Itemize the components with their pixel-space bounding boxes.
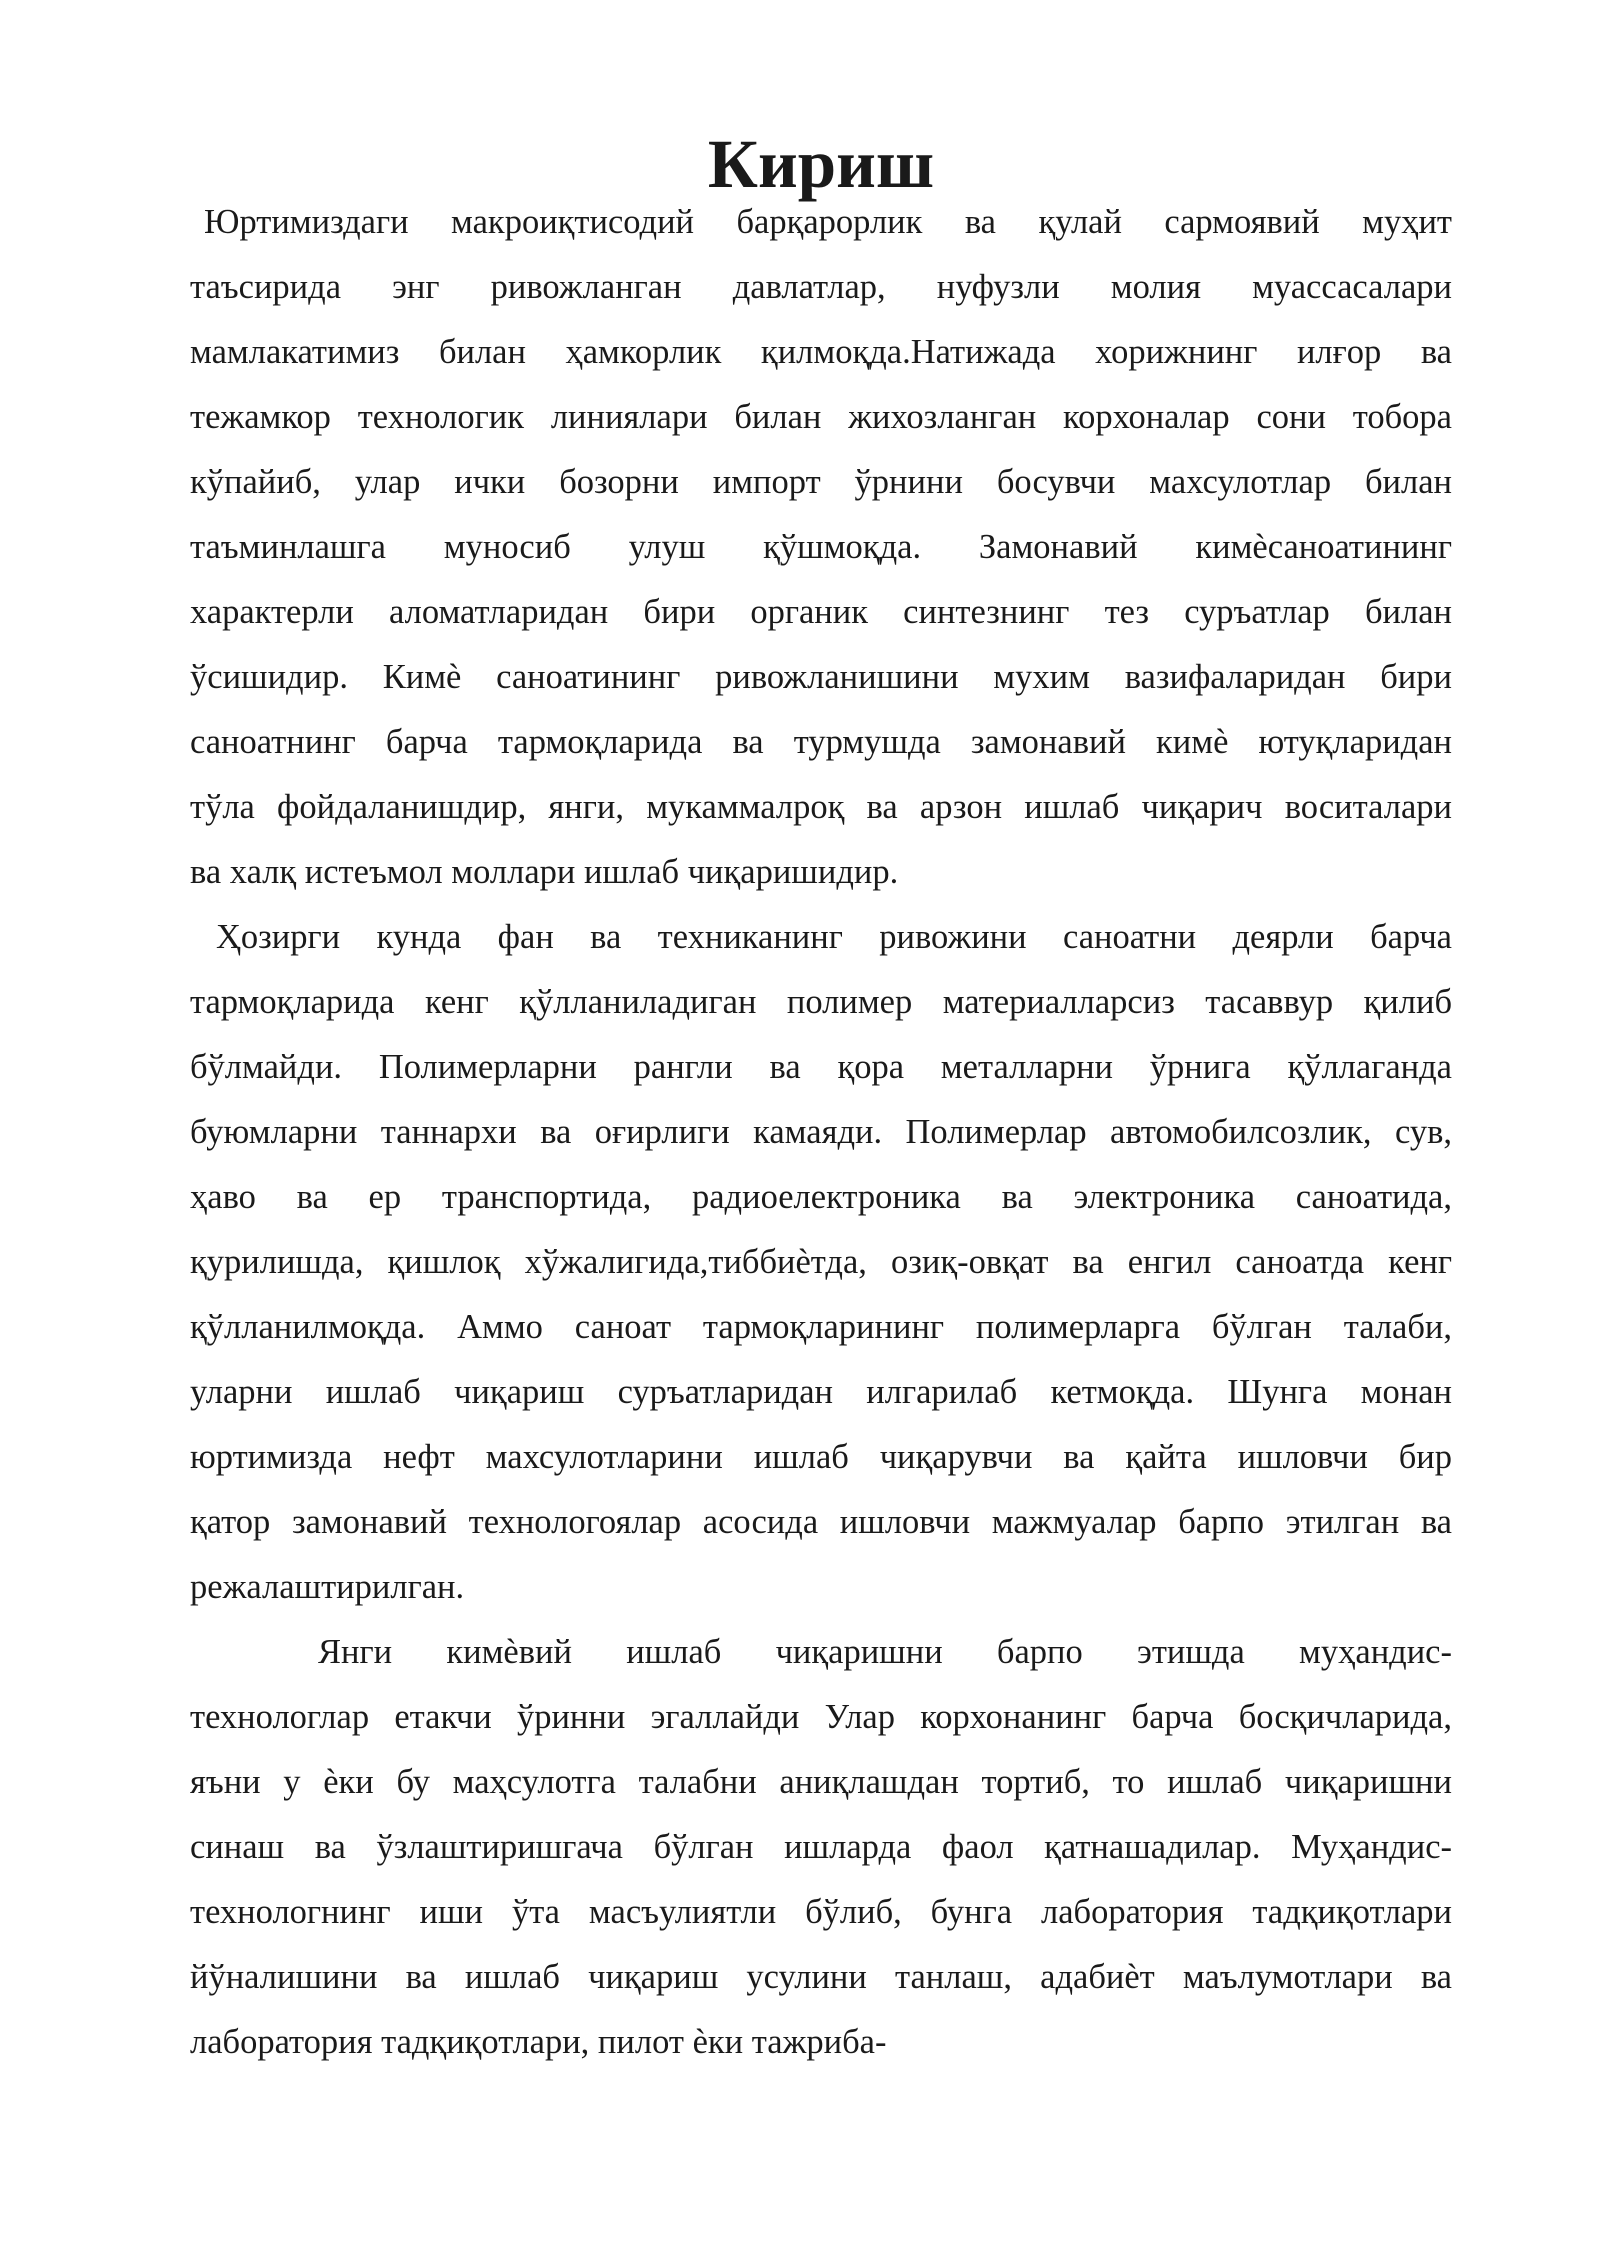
text-line: бўлмайди. Полимерларни рангли ва қора металларни ўрнига қўллаганда: [190, 1048, 1452, 1086]
text-line: ва халқ истеъмол моллари ишлаб чиқаришидир.: [190, 853, 899, 891]
text-line: таъминлашга муносиб улуш қўшмоқда. Замонавий кимѐсаноатининг: [190, 528, 1452, 566]
text-line: уларни ишлаб чиқариш суръатларидан илгарилаб кетмоқда. Шунга монан: [190, 1373, 1452, 1411]
document-title: Кириш: [707, 126, 935, 202]
document-body: [190, 126, 1452, 2075]
text-line: технологлар етакчи ўринни эгаллайди Улар корхонанинг барча босқичларида,: [190, 1698, 1452, 1736]
paragraph-1: [190, 190, 1452, 905]
text-line: мамлакатимиз билан ҳамкорлик қилмоқда.Натижада хорижнинг илғор ва: [190, 333, 1452, 371]
text-line: технологнинг иши ўта масъулиятли бўлиб, бунга лаборатория тадқиқотлари: [190, 1893, 1452, 1931]
text-line: тармоқларида кенг қўлланиладиган полимер материалларсиз тасаввур қилиб: [190, 983, 1452, 1021]
text-line: қатор замонавий технологоялар асосида ишловчи мажмуалар барпо этилган ва: [190, 1503, 1452, 1541]
paragraph-2: [190, 905, 1452, 1620]
text-line: қурилишда, қишлоқ хўжалигида,тиббиѐтда, озиқ-овқат ва енгил саноатда кенг: [190, 1243, 1452, 1281]
text-line: синаш ва ўзлаштиришгача бўлган ишларда фаол қатнашадилар. Муҳандис-: [190, 1828, 1452, 1866]
text-line: юртимизда нефт махсулотларини ишлаб чиқарувчи ва қайта ишловчи бир: [190, 1438, 1452, 1476]
text-line: саноатнинг барча тармоқларида ва турмушда замонавий кимѐ ютуқларидан: [190, 723, 1452, 761]
text-line: йўналишини ва ишлаб чиқариш усулини танлаш, адабиѐт маълумотлари ва: [190, 1958, 1452, 1996]
text-line: тўла фойдаланишдир, янги, мукаммалроқ ва арзон ишлаб чиқарич воситалари: [190, 788, 1452, 826]
paragraph-3: [190, 1620, 1452, 2075]
text-line: характерли аломатларидан бири органик синтезнинг тез суръатлар билан: [190, 593, 1452, 631]
text-line: ҳаво ва ер транспортида, радиоелектроника ва электроника саноатида,: [190, 1178, 1452, 1216]
text-line: тежамкор технологик линиялари билан жихозланган корхоналар сони тобора: [190, 398, 1452, 436]
text-line: кўпайиб, улар ички бозорни импорт ўрнини босувчи махсулотлар билан: [190, 463, 1452, 501]
text-line: яъни у ѐки бу маҳсулотга талабни аниқлашдан тортиб, то ишлаб чиқаришни: [190, 1763, 1452, 1801]
text-line: ўсишидир. Кимѐ саноатининг ривожланишини мухим вазифаларидан бири: [190, 658, 1452, 696]
text-line: Янги кимѐвий ишлаб чиқаришни барпо этишда муҳандис-: [318, 1633, 1452, 1671]
text-line: қўлланилмоқда. Аммо саноат тармоқларининг полимерларга бўлган талаби,: [190, 1308, 1452, 1346]
text-line: режалаштирилган.: [190, 1568, 465, 1606]
text-line: Ҳозирги кунда фан ва техниканинг ривожини саноатни деярли барча: [216, 918, 1452, 956]
text-line: буюмларни таннархи ва оғирлиги камаяди. Полимерлар автомобилсозлик, сув,: [190, 1113, 1452, 1151]
text-line: Юртимиздаги макроиқтисодий барқарорлик ва қулай сармоявий муҳит: [204, 203, 1452, 241]
text-line: лаборатория тадқиқотлари, пилот ѐки тажриба-: [190, 2023, 887, 2061]
text-line: таъсирида энг ривожланган давлатлар, нуфузли молия муассасалари: [190, 268, 1452, 306]
